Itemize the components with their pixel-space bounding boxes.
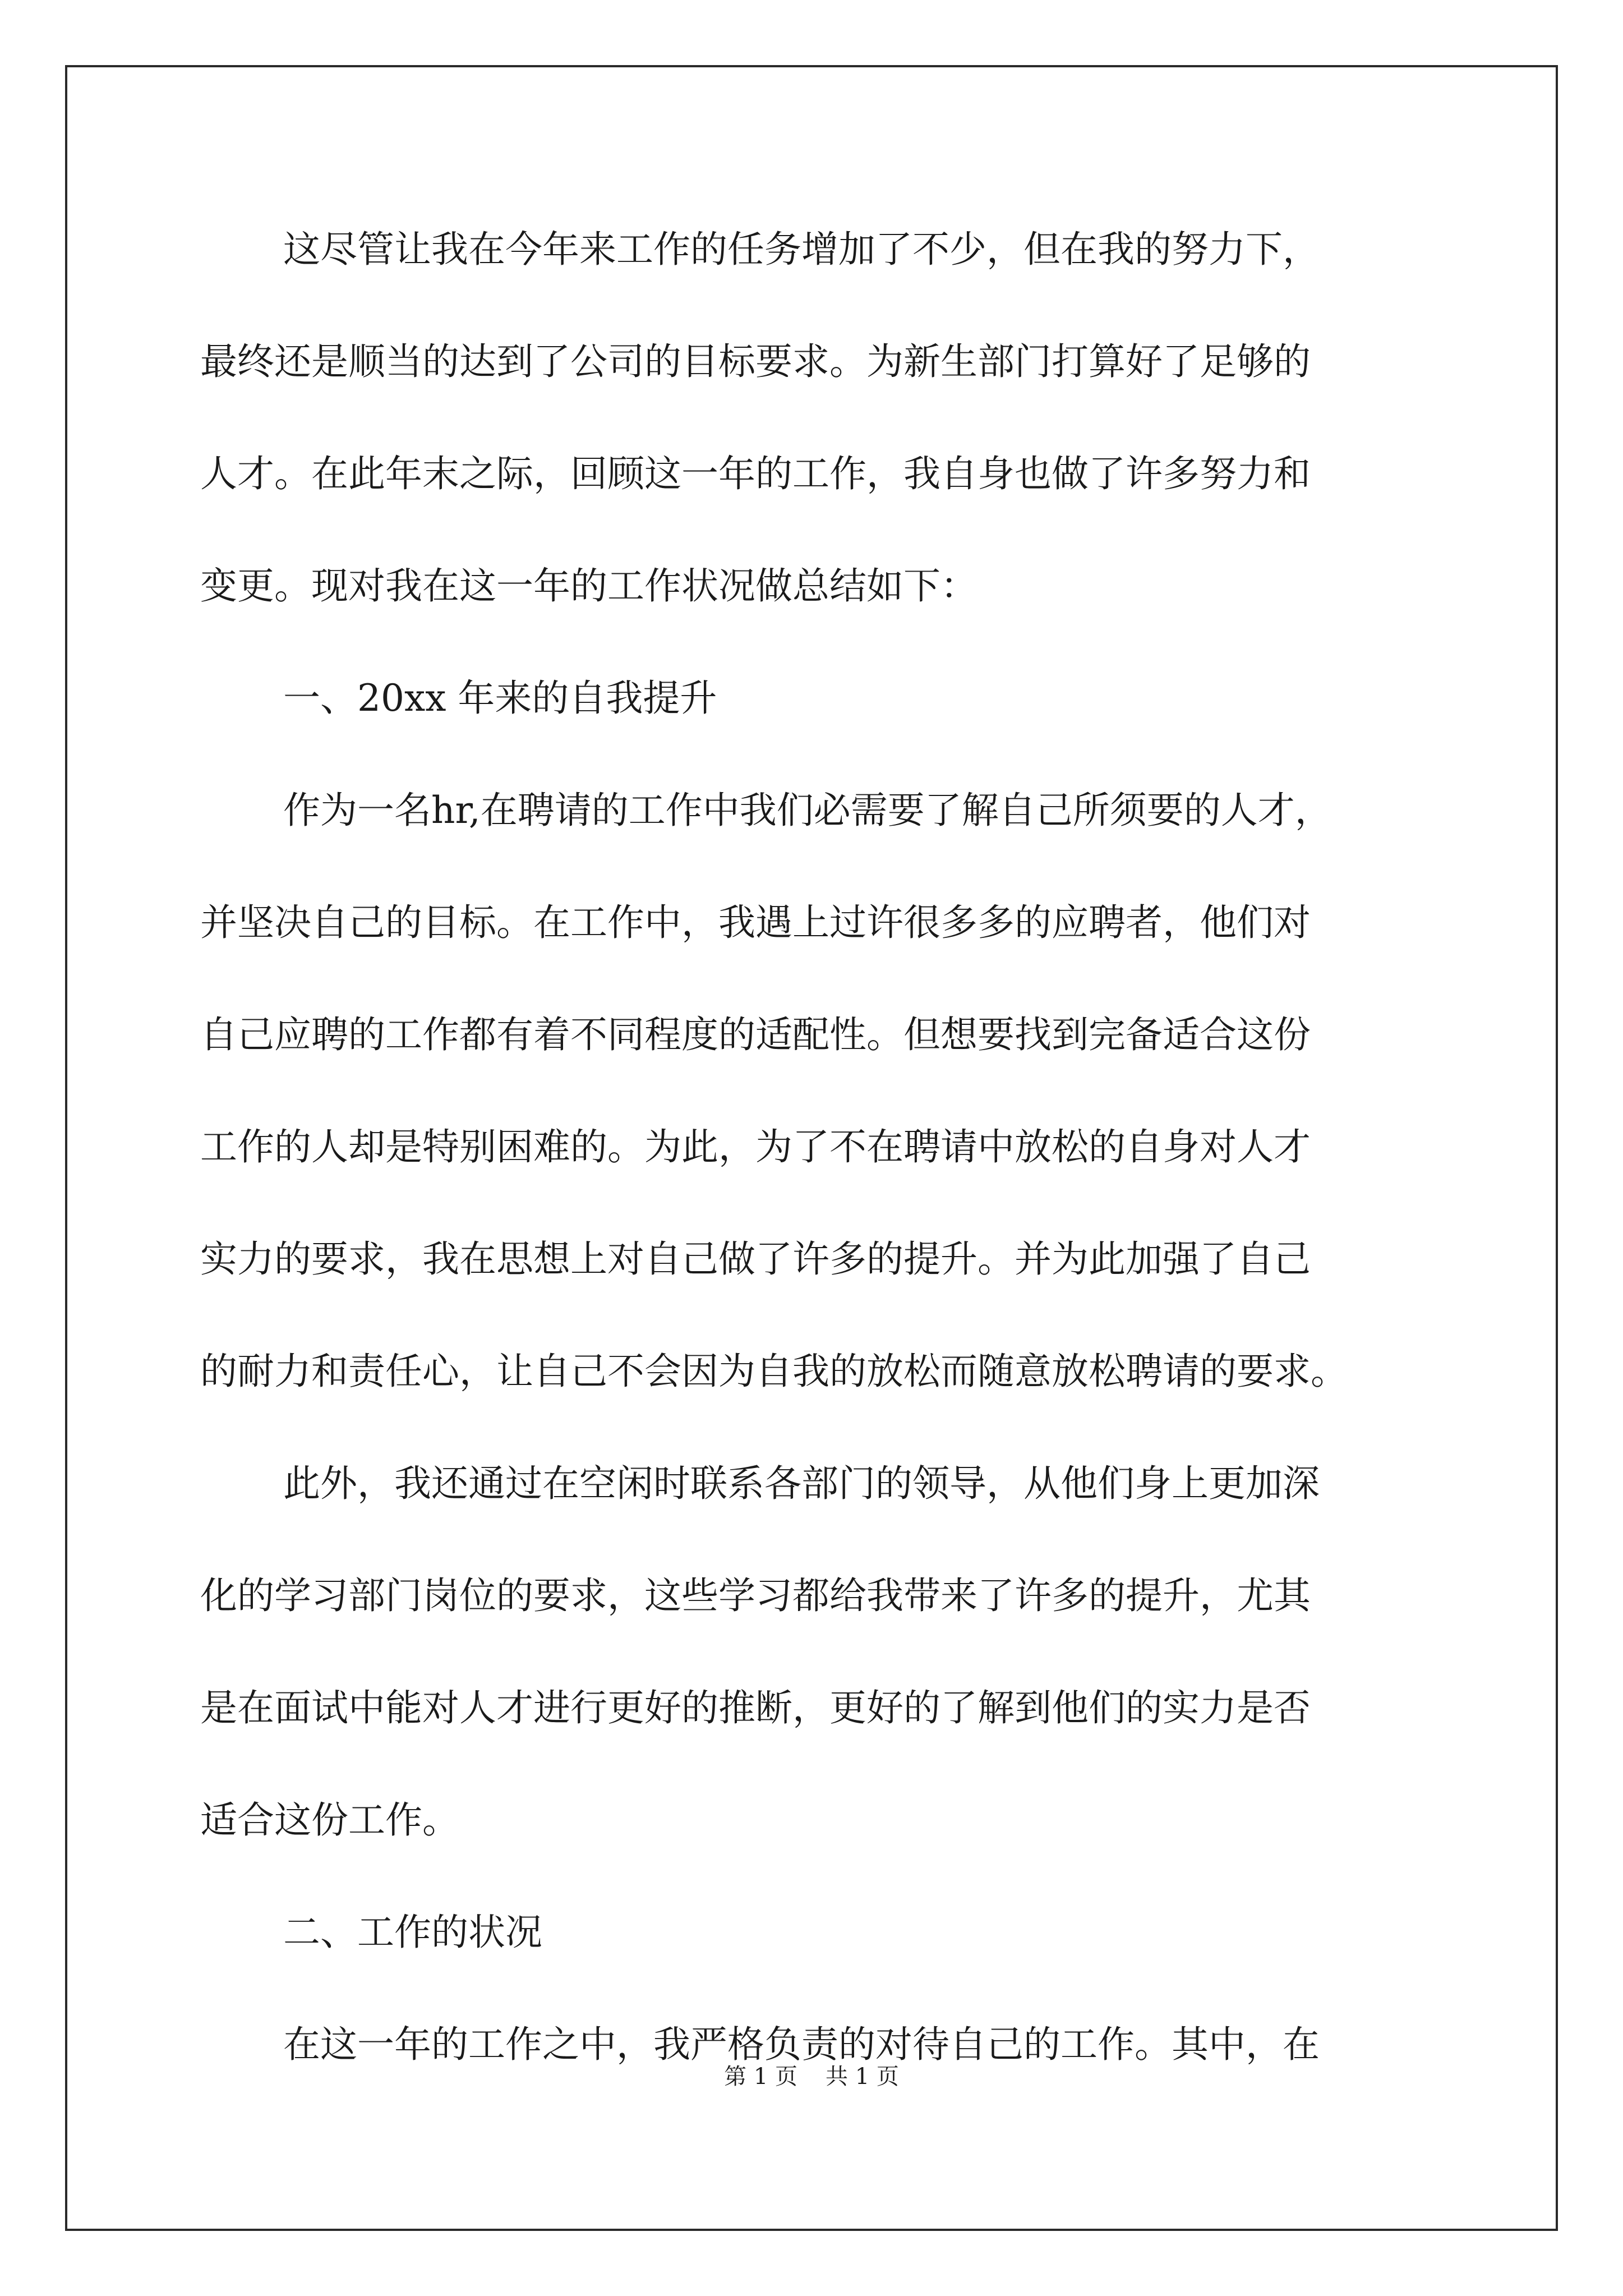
section-heading: 二、工作的状况 (283, 1911, 542, 1954)
paragraph-line: 是在面试中能对人才进行更好的推断，更好的了解到他们的实力是否 (200, 1686, 1311, 1729)
paragraph-line: 适合这份工作。 (200, 1798, 459, 1842)
paragraph-line: 自己应聘的工作都有着不同程度的适配性。但想要找到完备适合这份 (200, 1013, 1311, 1056)
paragraph-line: 此外，我还通过在空闲时联系各部门的领导，从他们身上更加深 (283, 1462, 1320, 1505)
paragraph-line: 并坚决自己的目标。在工作中，我遇上过许很多多的应聘者，他们对 (200, 901, 1311, 944)
section-heading: 一、20xx 年来的自我提升 (283, 677, 717, 720)
paragraph-line: 实力的要求，我在思想上对自己做了许多的提升。并为此加强了自己 (200, 1237, 1311, 1281)
paragraph-line: 在这一年的工作之中，我严格负责的对待自己的工作。其中，在 (283, 2023, 1320, 2066)
paragraph-line: 最终还是顺当的达到了公司的目标要求。为新生部门打算好了足够的 (200, 340, 1311, 383)
page-number: 第 1 页 (724, 2064, 797, 2090)
page-footer (0, 2060, 1623, 2093)
paragraph-line: 工作的人却是特别困难的。为此，为了不在聘请中放松的自身对人才 (200, 1125, 1311, 1168)
page-total: 共 1 页 (826, 2064, 899, 2090)
paragraph-line: 变更。现对我在这一年的工作状况做总结如下： (200, 564, 978, 608)
paragraph-line: 的耐力和责任心，让自己不会因为自我的放松而随意放松聘请的要求。 (200, 1350, 1348, 1393)
paragraph-line: 化的学习部门岗位的要求，这些学习都给我带来了许多的提升，尤其 (200, 1574, 1311, 1617)
paragraph-line: 作为一名hr,在聘请的工作中我们必需要了解自己所须要的人才， (283, 789, 1332, 832)
paragraph-line: 人才。在此年末之际，回顾这一年的工作，我自身也做了许多努力和 (200, 452, 1311, 495)
paragraph-line: 这尽管让我在今年来工作的任务增加了不少，但在我的努力下， (283, 228, 1320, 271)
document-body (200, 222, 1428, 2129)
